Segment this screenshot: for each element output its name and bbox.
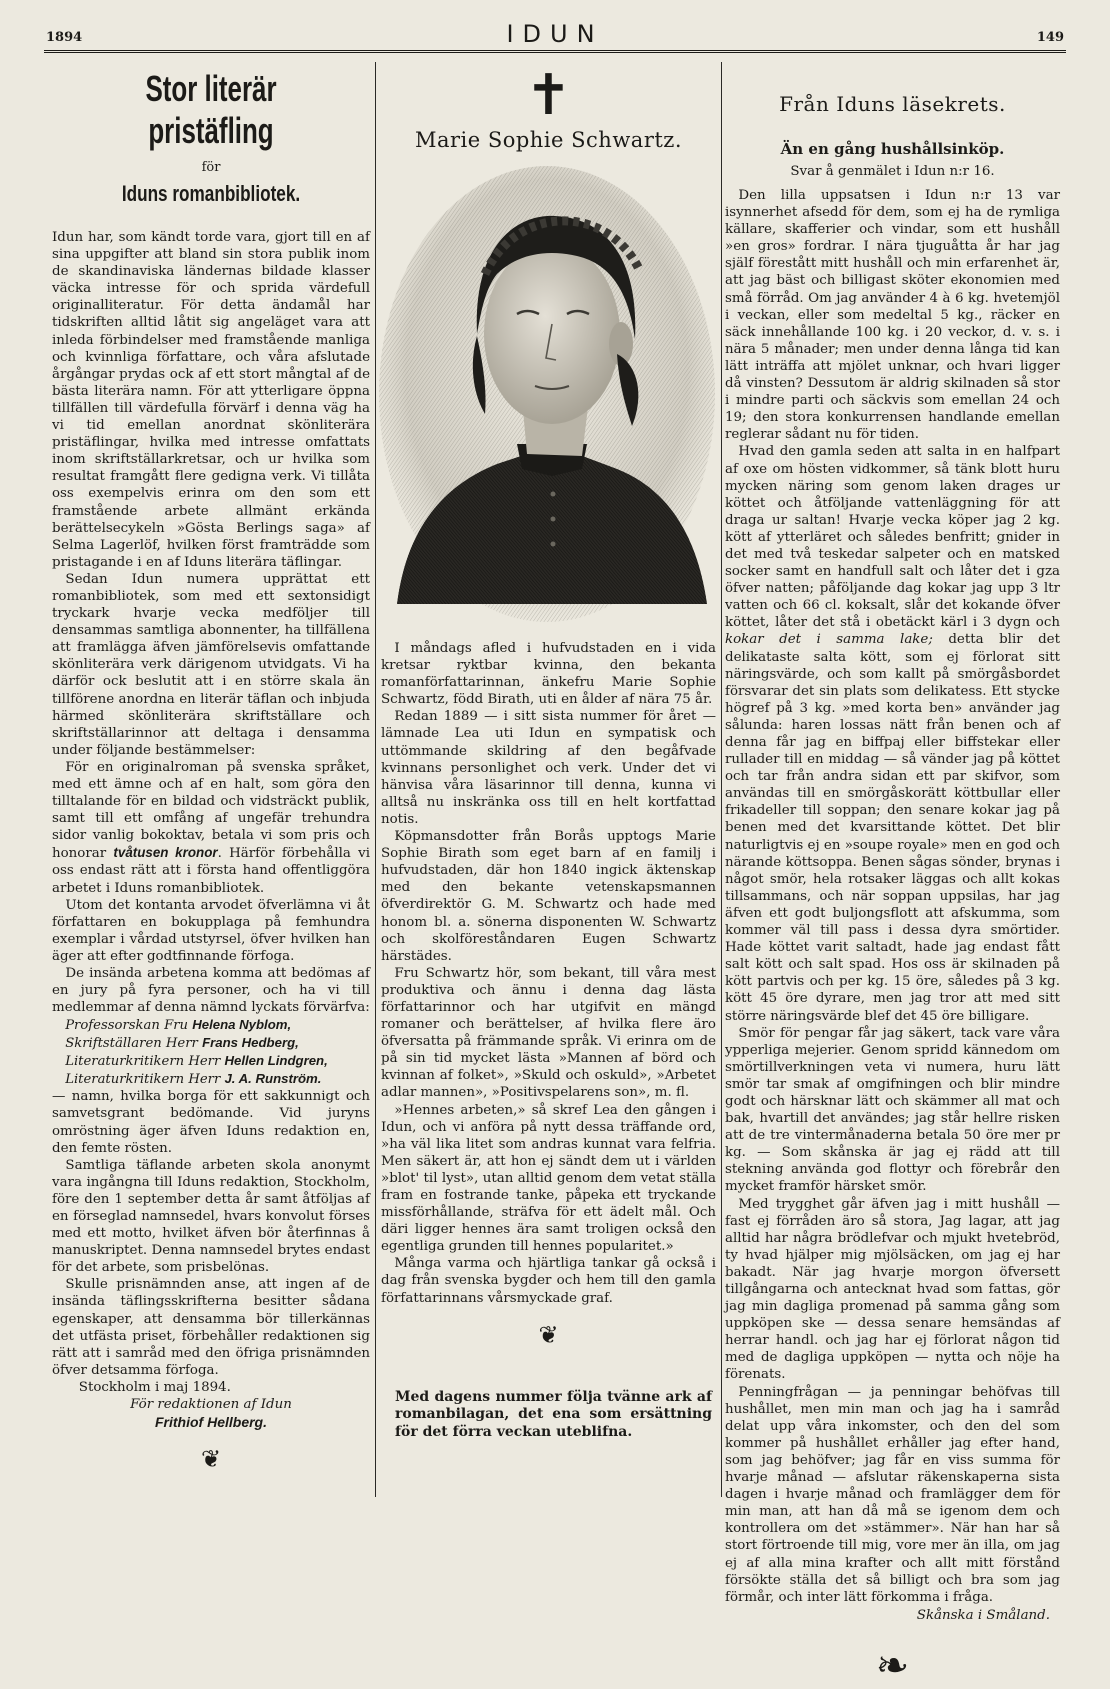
paragraph: Fru Schwartz hör, som bekant, till våra mest produktiva och ännu i denna dag lästa författarinnor och har utgifvit en mängd romaner och berättelser, af hvilka flere äro öfversatta på främmande språk. Vi erinra om de på sin tid mycket lästa »Mannen af börd och kvinnan af folket», »Skuld och oskuld», »Arbetet adlar mannen», »Positivspelarens son», m. fl. bbox=[381, 965, 716, 1101]
paragraph: — namn, hvilka borga för ett sakkunnigt och samvetsgrant bedömande. Vid juryns omröstning äger äfven Iduns redaktion en, den femte rösten. bbox=[52, 1089, 370, 1156]
right-column bbox=[725, 62, 1060, 1689]
article-subtitle: Iduns romanbibliotek. bbox=[121, 181, 301, 206]
paragraph: Med trygghet går äfven jag i mitt hushåll — fast ej förråden äro så stora, Jag lagar, att jag alltid har några brödlefvar och mjukt hvetebröd, ty hvad hjälper mig mjölsäcken, om jag ej har bakadt. När jag hvarje morgon öfversett tillgångarna och antecknat hvad som fattas, gör jag min dagliga promenad på samma gång som uppköpen ske — dessa senare hemsändas af herrar handl. och jag har ej förlorat någon tid med de dagliga uppköpen — nytta och nöje ha förenats. bbox=[725, 1196, 1060, 1383]
paragraph: För en originalroman på svenska språket, med ett ämne och af en halt, som göra den tilltalande för en bildad och vidsträckt publik, samt till ett omfång af ungefär trehundra sidor vanlig bokoktav, betala vi som pris och honorar tvåtusen kronor. Härför förbehålla vi oss endast rätt att i första hand offentliggöra arbetet i Iduns romanbibliotek. bbox=[52, 759, 370, 896]
ornament-icon: ❦ bbox=[538, 1320, 559, 1349]
paragraph: Utom det kontanta arvodet öfverlämna vi åt författaren en bokupplaga på femhundra exemplar i vårdad utstyrsel, öfver hvilken han äger att efter godtfinnande förfoga. bbox=[52, 897, 370, 964]
portrait-image bbox=[377, 164, 717, 624]
signature-name: Frithiof Hellberg. bbox=[155, 1413, 267, 1430]
jury-member: Professorskan Fru Helena Nyblom, bbox=[65, 1017, 292, 1034]
paragraph: Många varma och hjärtliga tankar gå också i dag från svenska bygder och hem till den gamla författarinnans vårsmyckade graf. bbox=[381, 1256, 716, 1306]
section-title: Från Iduns läsekrets. bbox=[779, 92, 1006, 116]
paragraph: Hvad den gamla seden att salta in en halfpart af oxe om hösten vidkommer, så tänk blott huru mycken näring som genom laken drages ur köttet och åtföljande vattenläggning för att draga ur saltan! Hvarje vecka köper jag 2 kg. kött af ytterläret och således benfritt; gnider in det med två teskedar salpeter och en matsked socker samt en handfull salt och låter det i gza öfver natten; påföljande dag kokar jag upp 3 ltr vatten och 66 cl. koksalt, slår det kokande öfver köttet, låter det stå i obetäckt kärl i 3 dygn och kokar det i samma lake; detta blir det delikataste salta kött, som ej förlorat sitt näringsvärde, och som kallt på smörgåsbordet försvarar det sin plats som delikatess. Ett stycke högref på 3 kg. »med korta ben» använder jag sålunda: haren lossas nätt från benen och af denna får jag en biffpaj eller biffstekar eller rullader till en middag — så vänder jag på köttet och tar från andra sidan ett par skifvor, som användas till en smörgåskorätt köttbullar eller frikadeller till soppan; den senare kokar jag på benen med det kvarsittande köttet. Det blir naturligtvis ej en »soupe royale» men en god och närande köttsoppa. Benen sågas sönder, brynas i något smör, hela rotsaker läggas och allt kokas tillsammans, och när soppan uppsilas, har jag äfven ett godt buljongsflott att afskumma, som kommer väl till pass i dessa dyra smörtider. Hade köttet varit saltadt, hade jag endast fått salt kött och salt spad. Hos oss är skilnaden på kött partvis och per kg. 15 öre, således på 3 kg. kött 45 öre dyrare, men jag tror att med sitt större näringsvärde blef det 45 öre billigare. bbox=[725, 444, 1060, 1024]
paragraph: De insända arbetena komma att bedömas af en jury på fyra personer, och ha vi till medlemmar af denna nämnd lyckats förvärfva: bbox=[52, 966, 370, 1016]
paragraph: Redan 1889 — i sitt sista nummer för året — lämnade Lea uti Idun en sympatisk och uttömmande skildring af den begåfvade kvinnans personlighet och verk. Under det vi hänvisa våra läsarinnor till denna, kunna vi alltså nu inskränka oss till en helt kortfattad notis. bbox=[381, 709, 716, 827]
jury-list bbox=[52, 1016, 370, 1088]
article-subtitle: Svar å genmälet i Idun n:r 16. bbox=[790, 164, 995, 179]
paragraph: Idun har, som kändt torde vara, gjort till en af sina uppgifter att bland sin stora publik inom de skandinaviska ländernas bildade klasser väcka intresse för och sprida värdefull originalliteratur. För detta ändamål har tidskriften alltid låtit sig angeläget vara att inleda förbindelser med framstående manliga och kvinnliga författare, och våra afslutade årgångar prydas ock af ett stort mångtal af de bästa literära namn. För att ytterligare öppna tillfällen till värdefulla förvärf i denna väg ha vi tid emellan anordnat skönliterära pristäflingar, hvilka med intresse omfattats inom skriftställarkretsar, och ur hvilka som resultat framgått flere gedigna verk. Vi tillåta oss exempelvis erinra om den som ett framstående arbete allmänt erkända berättelsecykeln »Gösta Berlings saga» af Selma Lagerlöf, hvilken först framträdde som pristagande i en af Iduns literära täflingar. bbox=[52, 230, 370, 570]
header-rule bbox=[44, 50, 1066, 53]
paragraph: Smör för pengar får jag säkert, tack vare våra ypperliga mejerier. Genom spridd kännedom om smörtillverkningen veta vi numera, huru lätt smör tar smak af omgifningen och blir mindre godt och härsknar lätt och skämmer all mat och bak, hvartill det användes; jag står hellre risken att de tre vintermånaderna betala 50 öre mer pr kg. — Som skånska är jag ej rädd att till stekning använda god flottyr och förebrår den mycket framför härsket smör. bbox=[725, 1025, 1060, 1195]
byline: Skånska i Småland. bbox=[916, 1607, 1050, 1623]
prize-amount: tvåtusen kronor bbox=[113, 845, 218, 861]
issue-year: 1894 bbox=[46, 30, 83, 45]
paragraph: Samtliga täflande arbeten skola anonymt vara ingångna till Iduns redaktion, Stockholm, före den 1 september detta år samt åtföljas af en förseglad namnsedel, hvars konvolut förses med ett motto, hvilket äfven bör återfinnas å manuskriptet. Denna namnsedel brytes endast för det arbete, som prisbelönas. bbox=[52, 1157, 370, 1276]
jury-member: Skriftställaren Herr Frans Hedberg, bbox=[65, 1035, 299, 1052]
cross-icon: ✝ bbox=[525, 63, 572, 128]
supplement-notice: Med dagens nummer följa tvänne ark af romanbilagan, det ena som ersättning för det förra veckan uteblifna. bbox=[395, 1388, 712, 1440]
middle-column bbox=[381, 62, 716, 1501]
article-for: för bbox=[201, 160, 221, 175]
jury-member: Literaturkritikern Herr Hellen Lindgren, bbox=[65, 1053, 328, 1070]
obituary-title: Marie Sophie Schwartz. bbox=[414, 128, 683, 152]
page-number: 149 bbox=[1036, 30, 1064, 45]
article-title: Än en gång hushållsinköp. bbox=[780, 140, 1005, 158]
paragraph: Köpmansdotter från Borås upptogs Marie Sophie Birath som eget barn af en familj i hufvudstaden, där hon 1840 ingick äktenskap med den bekante vetenskapsmannen öfverdirektör G. M. Schwartz och hade med honom bl. a. sönerna disponenten W. Schwartz och skolföreståndaren Eugen Schwartz härstädes. bbox=[381, 829, 716, 964]
paragraph: I måndags afled i hufvudstaden en i vida kretsar ryktbar kvinna, den bekanta romanförfattarinnan, änkefru Marie Sophie Schwartz, född Birath, uti en ålder af nära 75 år. bbox=[381, 641, 716, 708]
left-column bbox=[52, 62, 370, 1501]
article-title: Stor literär pristäfling bbox=[145, 68, 277, 151]
page-header bbox=[44, 20, 1066, 50]
ornament-icon: ❦ bbox=[200, 1444, 222, 1473]
paragraph: Skulle prisnämnden anse, att ingen af de insända täflingsskrifterna besitter sådana egenskaper, att densamma bör tillerkännas det utfästa priset, förbehåller redaktionen sig rätt att i samråd med den öfriga prisnämnden öfver detsamma förfoga. bbox=[52, 1277, 370, 1378]
masthead: IDUN bbox=[506, 20, 604, 48]
signature-date: Stockholm i maj 1894. bbox=[78, 1379, 231, 1395]
column-divider bbox=[375, 62, 376, 1497]
paragraph: Sedan Idun numera upprättat ett romanbibliotek, som med ett sextonsidigt tryckark hvarje vecka medföljer till densammas samtliga abonnenter, ha tillfällena att framlägga äfven jämförelsevis omfattande skönliterära verk därigenom utvidgats. Vi ha därför ock beslutit att i en större skala än tillförene anordna en literär täflan och inbjuda härmed skönliterära skriftställare och skriftställarinnor att deltaga i densamma under följande bestämmelser: bbox=[52, 571, 370, 758]
paragraph: Den lilla uppsatsen i Idun n:r 13 var isynnerhet afsedd för dem, som ej ha de rymliga källare, skafferier och vindar, som ett hushåll »en gros» fordrar. I nära tjuguåtta år har jag själf förestått mitt hushåll och min erfarenhet är, att jag bäst och billigast sköter ekonomien med små förråd. Om jag använder 4 à 6 kg. hvetemjöl i veckan, eller som medeltal 5 kg., räcker en säck innehållande 100 kg. i 20 veckor, d. v. s. i nära 5 månader; men under denna långa tid kan lätt inträffa att mjölet unknar, och hvari ligger då vinsten? Dessutom är aldrig skilnaden så stor i mindre parti och säckvis som emellan 24 och 19; den stora konkurrensen handlande emellan reglerar sådant nu för tiden. bbox=[725, 188, 1060, 443]
jury-member: Literaturkritikern Herr J. A. Runström. bbox=[65, 1071, 322, 1088]
paragraph: »Hennes arbeten,» så skref Lea den gången i Idun, och vi anföra på nytt dessa träffande ord, »ha väl lika litet som andras kunnat vara felfria. Men säkert är, att hon ej sändt dem ut i världen »blot' til lyst», utan alltid genom dem vetat ställa fram en fostrande tanke, påpeka ett tryckande missförhållande, sträfva för ett ädelt mål. Och däri ligger hennes ära samt troligen också den egentliga grunden till hennes popularitet.» bbox=[381, 1102, 716, 1255]
signature-by: För redaktionen af Idun bbox=[130, 1396, 292, 1412]
ornament-icon: ❧ bbox=[875, 1642, 910, 1689]
paragraph: Penningfrågan — ja penningar behöfvas till hushållet, men min man och jag ha i samråd delat upp våra inkomster, och den del som kommer på hushållet erhåller jag efter hand, som jag behöfver; jag får en viss summa för hvarje månad — afslutar räkenskaperna sista dagen i hvarje månad och framlägger dem för min man, att han då må se igenom dem och kontrollera om det »stämmer». När han har så stort förtroende till mig, vore mer än illa, om jag ej af alla mina krafter och allt mitt förstånd försökte ställa det så billigt och bra som jag förmår, och inter lätt förkomma i fråga. bbox=[725, 1384, 1060, 1605]
column-divider bbox=[721, 62, 722, 1497]
